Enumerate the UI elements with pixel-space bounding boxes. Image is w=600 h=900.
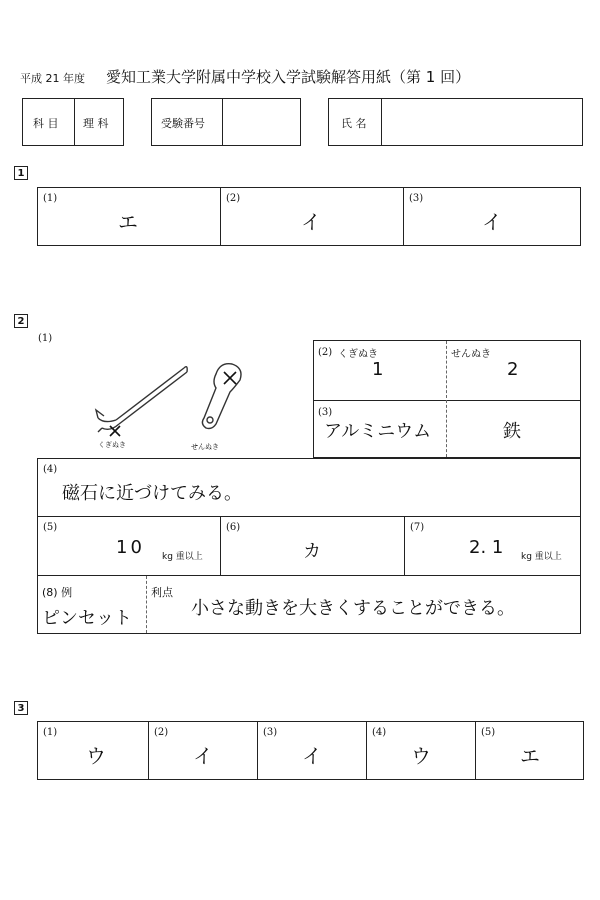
q2-part-3-label: (3): [318, 407, 333, 418]
q2-part-4-cell[interactable]: [37, 458, 581, 517]
q1-answer: エ: [118, 210, 138, 234]
q2-part-5-label: (5): [43, 522, 58, 533]
q2-part-7-unit: kg 重以上: [521, 552, 562, 562]
q1-answer: イ: [482, 210, 502, 234]
q2-part-8-merit-label: 利点: [151, 586, 173, 599]
q2-part-3-cell-1[interactable]: [314, 401, 446, 457]
q2-part-8-merit-cell[interactable]: [147, 576, 580, 633]
q3-answer: エ: [520, 744, 540, 768]
page-title: 愛知工業大学附属中学校入学試験解答用紙（第 1 回）: [106, 68, 471, 86]
q2-part-7-answer: 2. 1: [469, 537, 504, 558]
q1-item-number: (1): [43, 193, 58, 204]
q2-part-2-sub-1: くぎぬき: [338, 349, 378, 360]
q2-part-5-cell[interactable]: [38, 517, 220, 575]
q2-part-2-answer-1: 1: [372, 359, 384, 380]
subject-value: 理 科: [83, 117, 109, 130]
bottle-opener-mark-icon: [224, 372, 236, 384]
exam-number-label: 受験番号: [161, 117, 205, 130]
name-field[interactable]: [382, 99, 582, 145]
q1-item-number: (3): [409, 193, 424, 204]
q2-part-4-answer: 磁石に近づけてみる。: [62, 483, 242, 504]
q1-answer: イ: [301, 210, 321, 234]
q1-answer-cell-3[interactable]: [404, 188, 580, 245]
q2-part-3-cell-2[interactable]: [447, 401, 580, 457]
q2-part-4-label: (4): [43, 464, 58, 475]
question-3-table: [37, 721, 584, 780]
q2-part-1-label: (1): [38, 333, 53, 344]
q2-part-5-unit: kg 重以上: [162, 552, 203, 562]
q3-answer: イ: [302, 744, 322, 768]
name-label: 氏 名: [341, 117, 367, 130]
q2-part-8-row: [37, 575, 581, 634]
q2-part-2-sub-2: せんぬき: [451, 349, 491, 360]
exam-number-field[interactable]: [223, 99, 301, 145]
q2-part-2-label: (2): [318, 347, 333, 358]
q2-part-2-cell-1[interactable]: [314, 341, 446, 400]
question-2-number: 2: [14, 314, 28, 328]
nail-puller-caption: くぎぬき: [98, 441, 126, 449]
subject-label: 科 目: [33, 117, 59, 130]
q3-item-number: (5): [481, 727, 496, 738]
q1-answer-cell-1[interactable]: [38, 188, 220, 245]
q3-item-number: (4): [372, 727, 387, 738]
nail-puller-icon: [96, 367, 187, 432]
q3-answer-cell-3[interactable]: [258, 722, 366, 779]
q2-parts-2-3-table: [313, 340, 581, 458]
q2-part-8-example-cell[interactable]: [38, 576, 146, 633]
q2-part-3-answer-2: 鉄: [503, 421, 521, 442]
q1-item-number: (2): [226, 193, 241, 204]
question-3-number: 3: [14, 701, 28, 715]
q3-answer-cell-2[interactable]: [149, 722, 257, 779]
q2-part-3-answer-1: アルミニウム: [324, 421, 432, 442]
exam-year: 平成 21 年度: [20, 72, 85, 85]
q3-answer: ウ: [86, 744, 106, 768]
q2-part-6-label: (6): [226, 522, 241, 533]
q1-answer-cell-2[interactable]: [221, 188, 403, 245]
question-1-table: [37, 187, 581, 246]
q3-item-number: (1): [43, 727, 58, 738]
q2-part-6-answer: カ: [303, 541, 321, 562]
q2-part-2-answer-2: 2: [507, 359, 519, 380]
q3-item-number: (3): [263, 727, 278, 738]
q2-part-7-cell[interactable]: [405, 517, 580, 575]
q3-answer: ウ: [411, 744, 431, 768]
q3-answer: イ: [193, 744, 213, 768]
q3-item-number: (2): [154, 727, 169, 738]
q2-part-7-label: (7): [410, 522, 425, 533]
q2-part-2-cell-2[interactable]: [447, 341, 580, 400]
q2-part-8-label: (8) 例: [42, 586, 73, 599]
question-1-number: 1: [14, 166, 28, 180]
q2-part-6-cell[interactable]: [221, 517, 404, 575]
exam-number-box: [151, 98, 301, 146]
q2-parts-5-7-row: [37, 516, 581, 576]
q3-answer-cell-5[interactable]: [476, 722, 583, 779]
name-box: [328, 98, 583, 146]
q3-answer-cell-1[interactable]: [38, 722, 148, 779]
q2-part-8-answer: ピンセット: [42, 608, 132, 629]
subject-box: [22, 98, 124, 146]
q2-part-5-answer: 10: [116, 537, 145, 558]
q3-answer-cell-4[interactable]: [367, 722, 475, 779]
bottle-opener-caption: せんぬき: [191, 443, 219, 451]
q2-part-8-merit: 小さな動きを大きくすることができる。: [191, 598, 515, 619]
